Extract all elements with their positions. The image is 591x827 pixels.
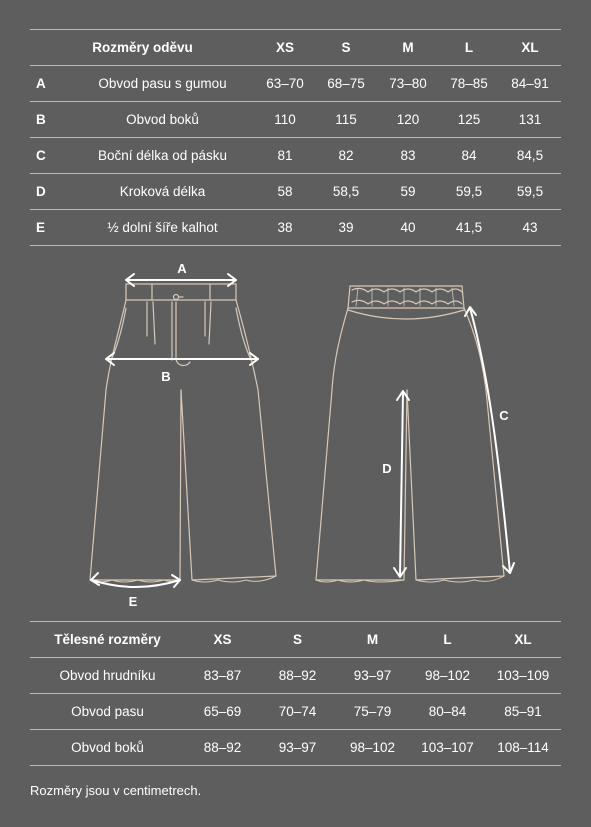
garment-header-xl: XL [521,40,539,55]
cell-s: 115 [335,112,357,127]
cell-m: 59 [400,184,416,199]
body-table-header [30,621,561,658]
cell-l: 84 [461,148,477,163]
cell-l: 98–102 [424,668,471,683]
row-label: Obvod boků [71,740,144,755]
label-d: D [382,461,392,476]
garment-header-m: M [402,40,414,55]
cell-xs: 88–92 [203,740,242,755]
cell-xl: 131 [518,112,542,127]
garment-header-title: Rozměry oděvu [92,40,193,55]
cell-xs: 65–69 [203,704,242,719]
table-row [30,66,561,102]
cell-m: 73–80 [389,76,427,91]
table-row [30,694,561,730]
table-row [30,658,561,694]
cell-l: 78–85 [450,76,488,91]
cell-xl: 43 [522,220,538,235]
garment-header-s: S [341,40,351,55]
garment-size-table [30,29,561,246]
row-label: Obvod hrudníku [59,668,156,683]
pants-front-illustration [90,284,276,582]
cell-s: 39 [338,220,354,235]
cell-xs: 58 [277,184,293,199]
units-note: Rozměry jsou v centimetrech. [30,783,202,798]
cell-m: 40 [400,220,416,235]
body-header-xl: XL [514,632,532,647]
row-letter: E [36,220,46,235]
row-letter: B [36,112,46,127]
row-label: Obvod pasu [71,704,144,719]
cell-xl: 85–91 [504,704,542,719]
row-label: Obvod pasu s gumou [98,76,227,91]
table-row [30,730,561,766]
body-header-l: L [443,632,452,647]
cell-s: 58,5 [332,184,360,199]
garment-header-l: L [464,40,474,55]
label-c: C [499,408,509,423]
body-header-title: Tělesné rozměry [54,632,161,647]
cell-s: 68–75 [327,76,365,91]
label-a: A [177,261,187,276]
row-label: Kroková délka [119,184,206,199]
cell-l: 125 [457,112,481,127]
row-label: Obvod boků [126,112,199,127]
cell-xs: 38 [277,220,293,235]
cell-m: 98–102 [349,740,396,755]
cell-s: 88–92 [278,668,317,683]
cell-m: 83 [400,148,416,163]
label-e: E [128,594,138,609]
label-b: B [161,369,171,384]
cell-l: 59,5 [455,184,483,199]
cell-s: 70–74 [278,704,317,719]
table-row [30,138,561,174]
cell-l: 41,5 [455,220,483,235]
cell-l: 103–107 [421,740,474,755]
garment-table-header [30,29,561,66]
cell-xs: 81 [277,148,293,163]
pants-diagram [0,250,591,620]
cell-xs: 63–70 [266,76,304,91]
row-letter: C [36,148,46,163]
row-label: ½ dolní šíře kalhot [107,220,218,235]
row-letter: D [36,184,46,199]
cell-m: 93–97 [353,668,392,683]
body-header-m: M [366,632,379,647]
cell-xl: 103–109 [496,668,550,683]
row-letter: A [36,76,46,91]
cell-xl: 59,5 [516,184,544,199]
table-row [30,210,561,246]
body-header-xs: XS [213,632,232,647]
row-label: Boční délka od pásku [97,148,228,163]
garment-header-xs: XS [275,40,294,55]
cell-xl: 84,5 [516,148,544,163]
cell-s: 93–97 [278,740,317,755]
cell-s: 82 [338,148,354,163]
cell-xl: 108–114 [497,740,549,755]
cell-xs: 110 [274,112,296,127]
cell-m: 120 [396,112,420,127]
measure-c-arrow [465,307,514,573]
cell-xs: 83–87 [203,668,242,683]
table-row [30,174,561,210]
cell-l: 80–84 [428,704,467,719]
body-header-s: S [292,632,302,647]
measure-b-arrow [106,353,258,365]
table-row [30,102,561,138]
cell-xl: 84–91 [511,76,549,91]
cell-m: 75–79 [353,704,392,719]
body-size-table [30,621,561,766]
